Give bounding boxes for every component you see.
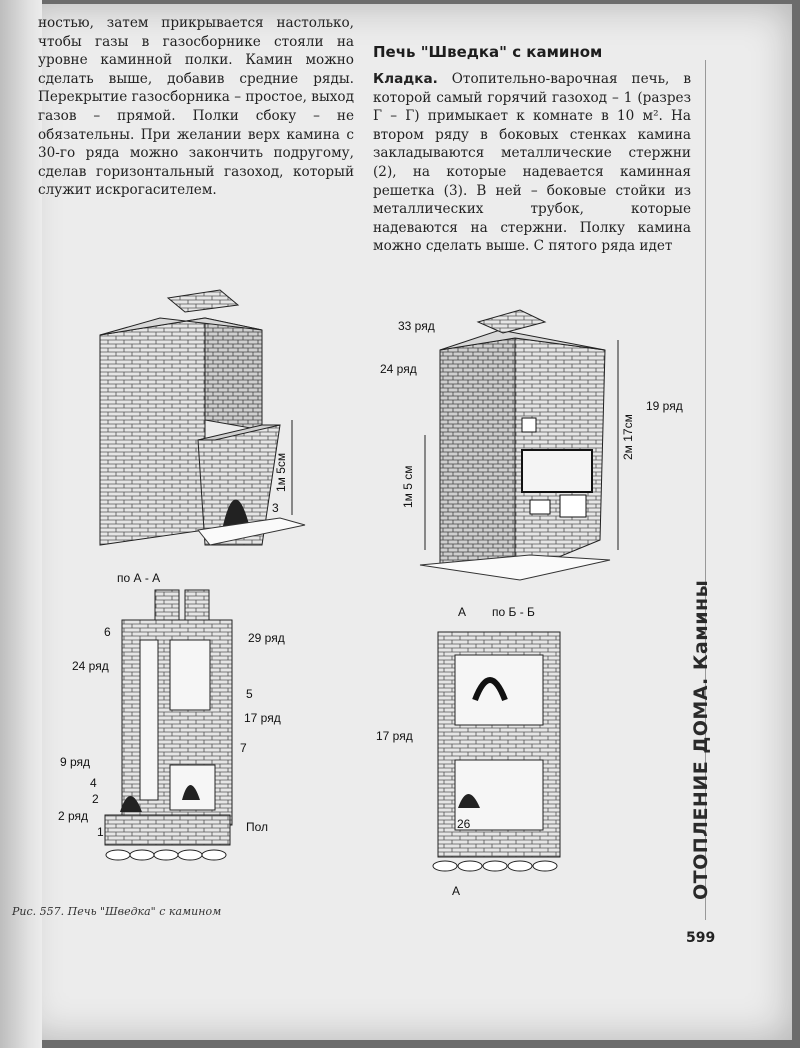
section-bb-title: по Б - Б xyxy=(492,605,535,619)
row-19-label: 19 ряд xyxy=(646,399,683,413)
bb-a-bottom: А xyxy=(452,884,461,898)
aa-callout-4: 4 xyxy=(90,776,97,790)
aa-floor: Пол xyxy=(246,820,269,834)
aa-callout-5: 5 xyxy=(246,687,253,701)
section-heading: Печь "Шведка" с камином xyxy=(373,43,603,61)
aa-row-9: 9 ряд xyxy=(60,755,91,769)
page-number: 599 xyxy=(686,930,716,946)
bb-row-17: 17 ряд xyxy=(376,729,413,743)
section-a-a xyxy=(58,571,285,860)
right-body-text: Отопительно-варочная печь, в которой самый горячий газоход – 1 (разрез Г – Г) примыкает к комнате в 10 м². На втором ряду в боковых стенках камина закладываются металлические стержни (2), на которые надевается каминная решетка (3). В ней – боковые стойки из металлических трубок, которые надеваются на стержни. Полку камина можно сделать выше. С пятого ряда идет xyxy=(373,71,691,255)
right-isometric-stove xyxy=(380,310,683,580)
row-24-label: 24 ряд xyxy=(380,362,417,376)
right-height-small: 1м 5 см xyxy=(401,465,415,508)
aa-row-2: 2 ряд xyxy=(58,809,89,823)
aa-row-24: 24 ряд xyxy=(72,659,109,673)
section-b-b xyxy=(376,605,560,898)
right-lead-word: Кладка. xyxy=(373,71,438,87)
aa-callout-7: 7 xyxy=(240,741,247,755)
bb-a-top: А xyxy=(458,605,467,619)
left-isometric-stove xyxy=(100,290,305,545)
section-aa-title: по А - А xyxy=(117,571,161,585)
row-33-label: 33 ряд xyxy=(398,319,435,333)
callout-3: 3 xyxy=(272,501,279,515)
left-height-label: 1м 5см xyxy=(274,452,288,492)
aa-row-29: 29 ряд xyxy=(248,631,285,645)
aa-callout-2: 2 xyxy=(92,792,99,806)
left-text-column: ностью, затем прикрывается настолько, чтобы газы в газосборнике стояли на уровне каминной полки. Камин можно сделать выше, добавив средние ряды. Перекрытие газосборника – простое, выход газов – прямой. Полки сбоку – не обязательны. При желании верх камина с 30-го ряда можно закончить подругому, сделав горизонтальный газоход, который служит искрогасителем. xyxy=(38,15,354,199)
figure-caption: Рис. 557. Печь "Шведка" с камином xyxy=(12,905,222,918)
aa-row-17: 17 ряд xyxy=(244,711,281,725)
aa-callout-6: 6 xyxy=(104,625,111,639)
aa-callout-1: 1 xyxy=(97,825,104,839)
vertical-section-title: ОТОПЛЕНИЕ ДОМА. Камины xyxy=(690,579,712,900)
bb-callout-26: 26 xyxy=(457,817,471,831)
right-height-large: 2м 17см xyxy=(621,414,635,460)
